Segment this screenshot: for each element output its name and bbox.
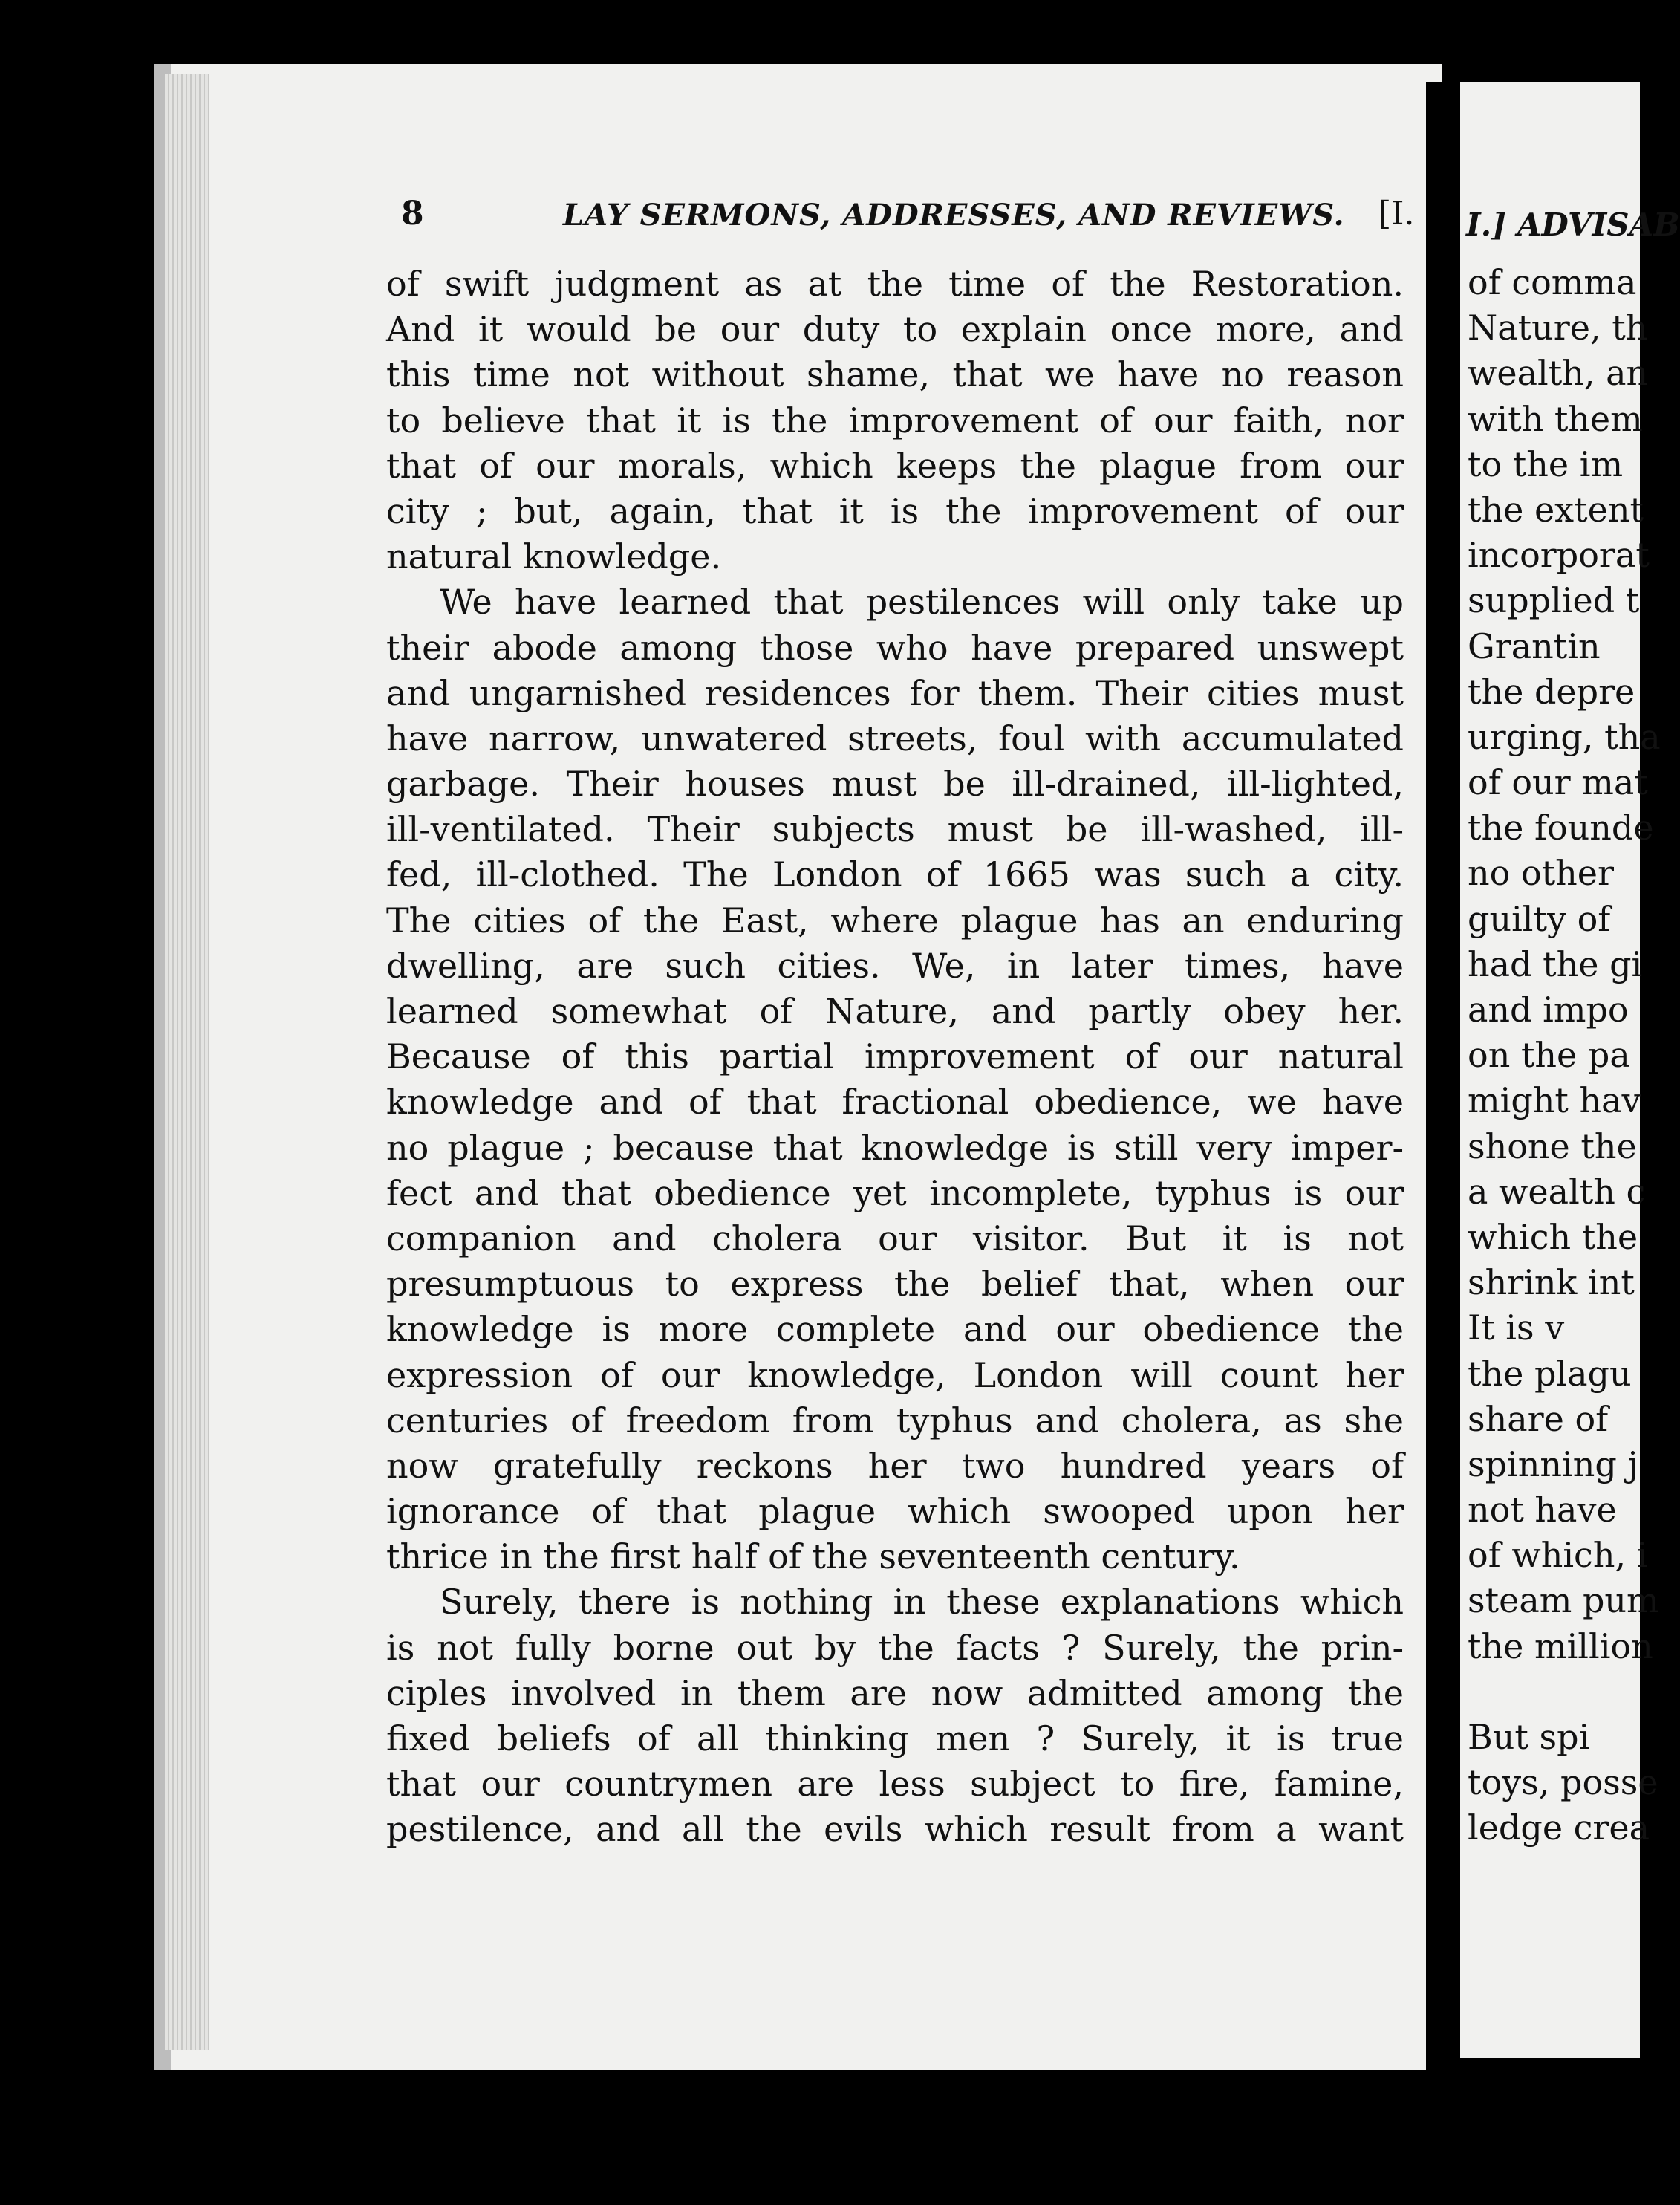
text-line: Grantin [1468,626,1601,666]
text-line: wealth, an [1468,353,1649,394]
chapter-mark: [I. [1378,195,1415,233]
right-page-body [1468,260,1661,1851]
text-line: that of our morals, which keeps the plague from our [386,445,1404,486]
text-line: this time not without shame, that we have no reason [386,354,1404,395]
running-title: LAY SERMONS, ADDRESSES, AND REVIEWS. [563,198,1345,233]
right-page-header: I.] ADVISAB [1466,207,1680,243]
text-line: no other [1468,853,1614,894]
text-line: the million [1468,1626,1653,1666]
text-line: learned somewhat of Nature, and partly obey her. [386,991,1404,1031]
text-line: urging, tha [1468,716,1661,757]
text-line: Nature, th [1468,308,1648,348]
text-line: We have learned that pestilences will only take up [440,582,1404,623]
text-line: now gratefully reckons her two hundred years of [386,1445,1404,1486]
text-line: the founde [1468,808,1654,848]
text-line: city ; but, again, that it is the improvement of our [386,490,1404,531]
text-line: no plague ; because that knowledge is still very imper- [386,1127,1404,1168]
text-line: The cities of the East, where plague has an enduring [386,900,1404,941]
book-gutter [1426,82,1460,2073]
text-line: dwelling, are such cities. We, in later times, have [386,945,1404,986]
text-line: knowledge and of that fractional obedience, we have [386,1082,1404,1123]
text-line: the depre [1468,671,1635,712]
text-line: And it would be our duty to explain once more, and [386,309,1404,350]
text-line: have narrow, unwatered streets, foul with accumulated [386,718,1404,759]
text-line: their abode among those who have prepared unswept [386,627,1404,668]
text-line: of our mat [1468,762,1648,803]
text-line: ledge crea [1468,1808,1650,1848]
text-line: of which, i [1468,1535,1648,1576]
text-line: knowledge is more complete and our obedience the [386,1309,1404,1350]
text-line: Surely, there is nothing in these explanations which [440,1582,1404,1623]
text-line: to believe that it is the improvement of our faith, nor [386,400,1404,441]
text-line: supplied t [1468,580,1640,621]
text-line: steam pum [1468,1580,1659,1621]
page-number: 8 [401,195,424,233]
text-line: to the im [1468,444,1624,484]
text-line: natural knowledge. [386,536,722,577]
left-page-body [386,262,1404,1853]
text-line: fixed beliefs of all thinking men ? Surely, it is true [386,1718,1404,1759]
text-line: presumptuous to express the belief that, when our [386,1264,1404,1305]
text-line: garbage. Their houses must be ill-drained, ill-lighted, [386,764,1404,805]
text-line: the plagu [1468,1353,1632,1394]
page-edge-stack [165,74,209,2050]
text-line: is not fully borne out by the facts ? Surely, the prin- [386,1627,1404,1668]
text-line: that our countrymen are less subject to fire, famine, [386,1764,1404,1805]
text-line: might hav [1468,1080,1641,1121]
text-line: of comma [1468,262,1637,302]
page-header [401,195,1426,239]
text-line: ill-ventilated. Their subjects must be ill-washed, ill- [386,809,1404,850]
text-line: share of [1468,1398,1609,1439]
text-line: Because of this partial improvement of our natural [386,1036,1404,1077]
text-line: pestilence, and all the evils which result from a want [386,1809,1404,1850]
text-line: with them [1468,398,1643,439]
text-line: fect and that obedience yet incomplete, typhus is our [386,1172,1404,1213]
text-line: of swift judgment as at the time of the Restoration. [386,264,1404,304]
text-line: It is v [1468,1308,1565,1348]
text-line: companion and cholera our visitor. But it is not [386,1218,1404,1259]
text-line: incorporat [1468,535,1650,576]
text-line: shone the [1468,1126,1637,1166]
text-line: spinning j [1468,1444,1638,1484]
text-line: centuries of freedom from typhus and cholera, as she [386,1400,1404,1441]
text-line: guilty of [1468,898,1611,939]
text-line: a wealth c [1468,1171,1646,1212]
text-line: had the gi [1468,944,1643,984]
text-line: ciples involved in them are now admitted among the [386,1672,1404,1713]
text-line: on the pa [1468,1035,1630,1076]
text-line: and impo [1468,990,1629,1030]
text-line: ignorance of that plague which swooped upon her [386,1491,1404,1532]
text-line: But spi [1468,1717,1590,1758]
right-page [1460,82,1680,2058]
text-line: not have [1468,1490,1617,1530]
text-line: thrice in the first half of the seventeenth century. [386,1536,1240,1577]
text-line: and ungarnished residences for them. Their cities must [386,672,1404,713]
text-line: shrink int [1468,1262,1635,1303]
text-line: expression of our knowledge, London will count her [386,1354,1404,1395]
text-line: the extent [1468,489,1644,530]
text-line: fed, ill-clothed. The London of 1665 was such a city. [386,854,1404,895]
text-line: which the [1468,1216,1638,1257]
text-line: toys, posse [1468,1762,1658,1803]
